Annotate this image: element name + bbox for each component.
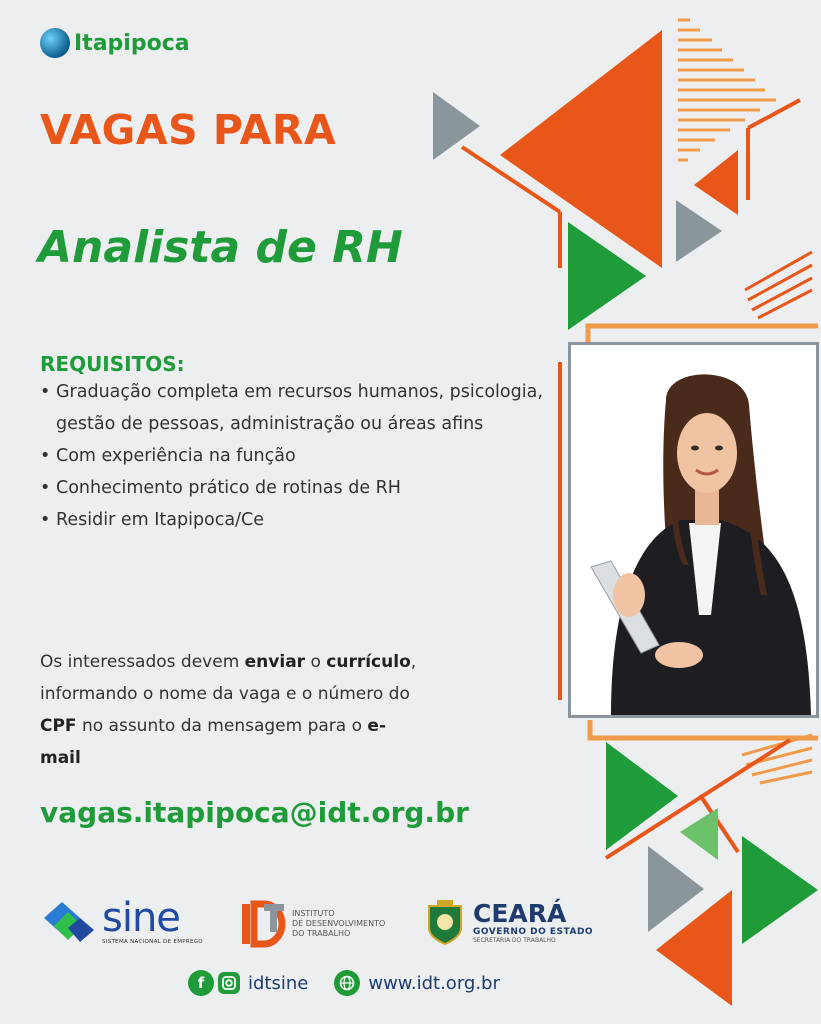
requirement-item: • Com experiência na função	[40, 440, 560, 472]
city-name: Itapipoca	[74, 30, 190, 56]
ceara-name: CEARÁ	[473, 898, 567, 928]
globe-icon	[40, 28, 70, 58]
web-globe-icon	[334, 970, 360, 996]
gray-triangle	[433, 92, 480, 160]
city-logo	[40, 28, 190, 58]
requirements-title: REQUISITOS:	[40, 352, 185, 376]
orange-triangle-small	[694, 150, 738, 215]
idt-symbol-icon	[240, 900, 286, 948]
sine-logo	[42, 895, 203, 946]
contact-email[interactable]: vagas.itapipoca@idt.org.br	[40, 796, 469, 829]
requirement-item: • Residir em Itapipoca/Ce	[40, 504, 560, 536]
ceara-logo: CEARÁ GOVERNO DO ESTADO SECRETARIA DO TRABALHO	[425, 898, 593, 946]
sine-name: sine	[102, 895, 180, 941]
idt-logo: INSTITUTO DE DESENVOLVIMENTO DO TRABALHO	[240, 900, 385, 948]
headline-title: VAGAS PARA	[40, 106, 337, 154]
coat-of-arms-icon	[425, 898, 465, 946]
candidate-photo	[568, 342, 819, 718]
sine-symbol-icon	[42, 898, 96, 946]
instagram-icon[interactable]	[218, 972, 240, 994]
requirements-list	[40, 376, 560, 536]
sine-subtitle: SISTEMA NACIONAL DE EMPREGO	[102, 939, 203, 945]
requirement-item: • Graduação completa em recursos humanos, psicologia, gestão de pessoas, administração ou áreas afins	[40, 376, 560, 440]
requirement-item: • Conhecimento prático de rotinas de RH	[40, 472, 560, 504]
job-title: Analista de RH	[38, 222, 403, 273]
website-link[interactable]: www.idt.org.br	[368, 972, 500, 994]
gray-triangle-right	[676, 200, 722, 262]
application-instructions: Os interessados devem enviar o currículo, informando o nome da vaga e o número do CPF no assunto da mensagem para o e-mail	[40, 652, 417, 768]
footer-contacts	[188, 970, 500, 996]
facebook-icon[interactable]: f	[188, 970, 214, 996]
orange-frame	[588, 326, 818, 343]
orange-stripes-top	[678, 20, 776, 160]
social-handle[interactable]: idtsine	[248, 972, 309, 994]
